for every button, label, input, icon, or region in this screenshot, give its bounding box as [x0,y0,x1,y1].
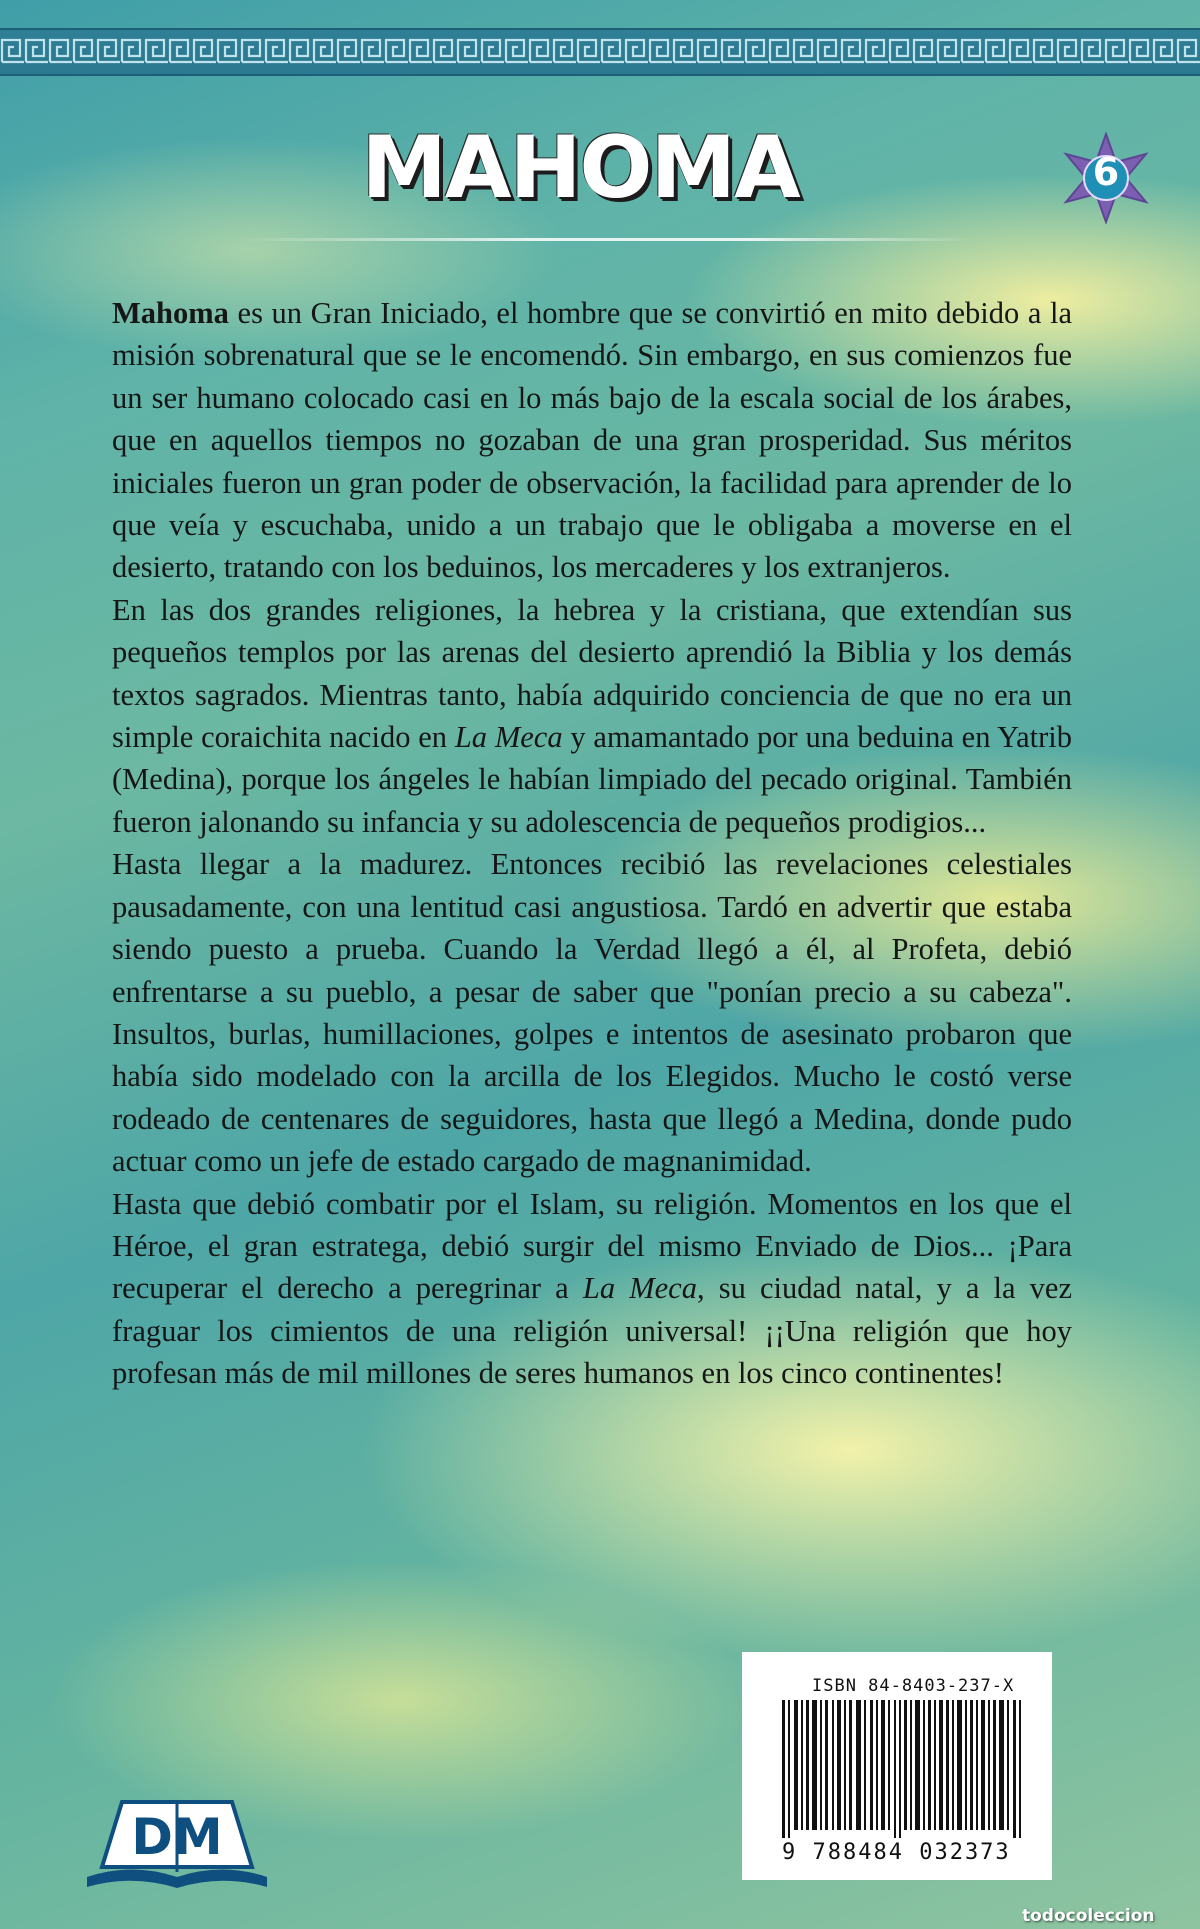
paragraph-2-text-b: y amamantado por una beduina en Yatrib (Medina), porque los ángeles le habían limpiado del pecado original. También fueron jalonando su infancia y su adolescencia de pequeños prodigios... [112,720,1072,839]
paragraph-2 [112,589,1072,843]
title-underline [235,238,975,241]
paragraph-4-italic: La Meca [582,1271,697,1306]
paragraph-3-text: Hasta llegar a la madurez. Entonces recibió las revelaciones celestiales pausadamente, con una lentitud casi angustiosa. Tardó en advertir que estaba siendo puesto a prueba. Cuando la Verdad llegó a él, al Profeta, debió enfrentarse a su pueblo, a pesar de saber que "ponían precio a su cabeza". Insultos, burlas, humillaciones, golpes e intentos de asesinato probaron que había sido modelado con la arcilla de los Elegidos. Mucho le costó verse rodeado de centenares de seguidores, hasta que llegó a Medina, donde pudo actuar como un jefe de estado cargado de magnanimidad. [112,847,1072,1179]
greek-key-border [0,28,1200,76]
publisher-logo-icon [82,1782,272,1892]
barcode-icon [782,1700,1022,1838]
paragraph-2-text-a: En las dos grandes religiones, la hebrea y la cristiana, que extendían sus pequeños templos por las arenas del desierto aprendió la Biblia y los demás textos sagrados. Mientras tanto, había adquirido conciencia de que no era un simple coraichita nacido en [112,592,1072,755]
paragraph-2-italic: La Meca [454,720,563,755]
paragraph-3 [112,843,1072,1182]
blurb-text [112,292,1072,1395]
paragraph-4 [112,1183,1072,1395]
volume-number: 6 [1092,150,1120,194]
paragraph-1-text: es un Gran Iniciado, el hombre que se convirtió en mito debido a la misión sobrenatural que se le encomendó. Sin embargo, en sus comienzos fue un ser humano colocado casi en lo más bajo de la escala social de los árabes, que en aquellos tiempos no gozaban de una gran prosperidad. Sus méritos iniciales fueron un gran poder de observación, la facilidad para aprender de lo que veía y escuchaba, unido a un trabajo que le obligaba a moverse en el desierto, tratando con los beduinos, los mercaderes y los extranjeros. [112,296,1072,585]
book-title: MAHOMA [361,118,799,218]
paragraph-1 [112,292,1072,589]
paragraph-4-text-b: , su ciudad natal, y a la vez fraguar los cimientos de una religión universal! ¡¡Una religión que hoy profesan más de mil millones de seres humanos en los cinco continentes! [112,1271,1073,1391]
lead-name: Mahoma [112,296,229,330]
publisher-logo-letters: DM [131,1808,223,1866]
barcode-digits: 9 788484 032373 [782,1840,1011,1865]
greek-key-pattern [0,30,1200,70]
watermark: todocoleccion [1022,1906,1155,1926]
isbn-label: ISBN 84-8403-237-X [812,1676,1015,1696]
paragraph-4-text-a: Hasta que debió combatir por el Islam, su religión. Momentos en los que el Héroe, el gran estratega, debió surgir del mismo Enviado de Dios... ¡Para recuperar el derecho a peregrinar a [112,1186,1072,1306]
